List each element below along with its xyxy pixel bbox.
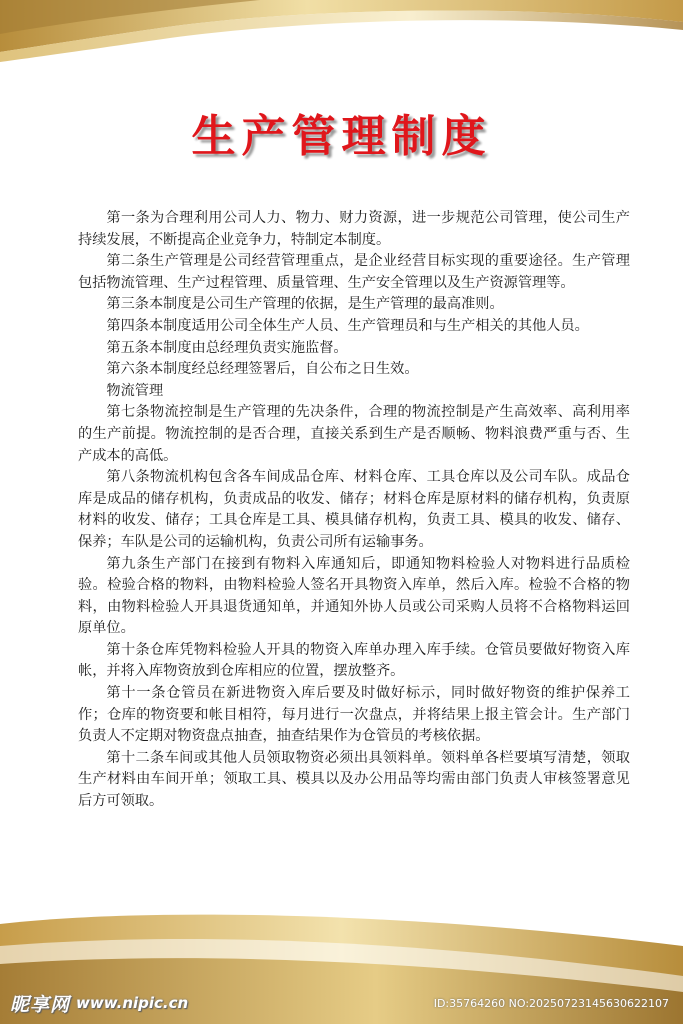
paragraph-article-3: 第三条本制度是公司生产管理的依据，是生产管理的最高准则。	[106, 296, 504, 313]
image-id-text: ID:35764260 NO:20250723145630622107	[433, 997, 669, 1010]
section-heading-logistics: 物流管理	[106, 382, 164, 399]
paragraph-article-1: 第一条为合理利用公司人力、物力、财力资源，进一步规范公司管理，使公司生产持续发展，不断提高企业竞争力，特制定本制度。	[78, 210, 630, 248]
watermark-logo: 昵享网	[10, 993, 71, 1016]
paragraph-article-5: 第五条本制度由总经理负责实施监督。	[106, 339, 348, 356]
watermark-url: www.nipic.cn	[76, 994, 189, 1012]
paragraph-article-4: 第四条本制度适用公司全体生产人员、生产管理员和与生产相关的其他人员。	[106, 317, 589, 334]
watermark	[10, 990, 188, 1016]
top-gold-wave-decoration	[0, 0, 683, 90]
paragraph-article-12: 第十二条车间或其他人员领取物资必须出具领料单。领料单各栏要填写清楚，领取生产材料由车间开单；领取工具、模具以及办公用品等均需由部门负责人审核签署意见后方可领取。	[78, 749, 630, 810]
paragraph-article-8: 第八条物流机构包含各车间成品仓库、材料仓库、工具仓库以及公司车队。成品仓库是成品的储存机构，负责成品的收发、储存；材料仓库是原材料的储存机构，负责原材料的收发、储存；工具仓库是工具、模具储存机构，负责工具、模具的收发、储存、保养；车队是公司的运输机构，负责公司所有运输事务。	[78, 469, 630, 550]
paragraph-article-10: 第十条仓库凭物料检验人开具的物资入库单办理入库手续。仓管员要做好物资入库帐，并将入库物资放到仓库相应的位置，摆放整齐。	[78, 641, 630, 680]
page-title: 生产管理制度	[191, 111, 492, 162]
paragraph-article-6: 第六条本制度经总经理签署后，自公布之日生效。	[106, 361, 419, 378]
paragraph-article-11: 第十一条仓管员在新进物资入库后要及时做好标示，同时做好物资的维护保养工作；仓库的物资要和帐目相符，每月进行一次盘点，并将结果上报主管会计。生产部门负责人不定期对物资盘点抽查，抽查结果作为仓管员的考核依据。	[78, 685, 630, 745]
paragraph-article-9: 第九条生产部门在接到有物料入库通知后，即通知物料检验人对物料进行品质检验。检验合格的物料，由物料检验人签名开具物资入库单，然后入库。检验不合格的物料，由物料检验人开具退货通知单，并通知外协人员或公司采购人员将不合格物料运回原单位。	[78, 555, 630, 637]
paragraph-article-2: 第二条生产管理是公司经营管理重点，是企业经营目标实现的重要途径。生产管理包括物流管理、生产过程管理、质量管理、生产安全管理以及生产资源管理等。	[78, 253, 630, 291]
regulation-body	[78, 208, 630, 813]
paragraph-article-7: 第七条物流控制是生产管理的先决条件，合理的物流控制是产生高效率、高利用率的生产前提。物流控制的是否合理，直接关系到生产是否顺畅、物料浪费严重与否、生产成本的高低。	[78, 404, 630, 464]
